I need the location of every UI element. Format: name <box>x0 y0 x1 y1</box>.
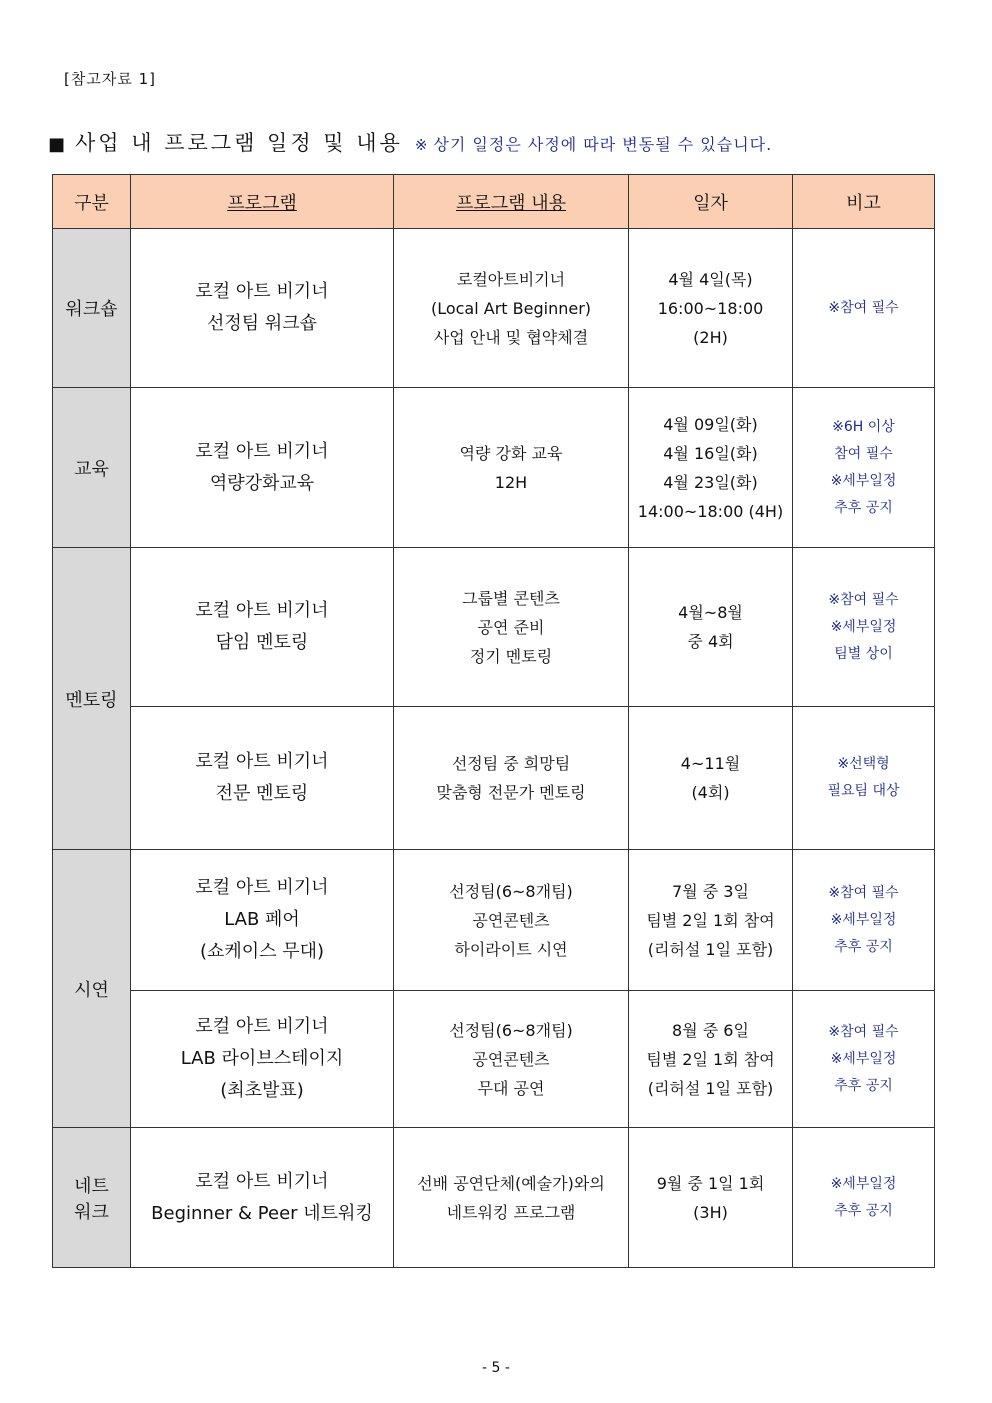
content-line: 선정팀(6~8개팀) <box>449 881 573 901</box>
date-line: 4월~8월 <box>678 603 743 622</box>
date-line: 팀별 2일 1회 참여 <box>646 1049 775 1069</box>
remarks-line: 필요팀 대상 <box>827 783 900 799</box>
remarks-line: 참여 필수 <box>834 445 893 462</box>
category-cell <box>53 1128 131 1268</box>
table-row <box>53 548 935 707</box>
program-cell <box>131 850 394 991</box>
content-line: 12H <box>494 472 528 492</box>
program-line: 전문 멘토링 <box>215 783 309 804</box>
program-cell <box>131 388 394 548</box>
page-number: - 5 - <box>482 1360 510 1376</box>
content-cell <box>394 707 629 850</box>
program-line: 로컬 아트 비기너 <box>195 440 329 462</box>
remarks-line: ※선택형 <box>837 756 890 772</box>
program-cell <box>131 229 394 388</box>
category-line: 워크 <box>74 1201 109 1223</box>
date-cell <box>629 229 793 388</box>
date-line: 8월 중 6일 <box>672 1020 749 1040</box>
header-remarks: 비고 <box>793 175 935 229</box>
section-title: 사업 내 프로그램 일정 및 내용 <box>75 131 403 155</box>
remarks-line: 추후 공지 <box>834 938 893 955</box>
remarks-cell <box>793 388 935 548</box>
date-line: (2H) <box>693 327 728 347</box>
program-line: 로컬 아트 비기너 <box>195 1016 329 1037</box>
content-line: 그룹별 콘텐츠 <box>462 588 560 608</box>
table-row <box>53 1128 935 1268</box>
category-line: 네트 <box>74 1175 109 1197</box>
remarks-line: ※세부일정 <box>830 1050 897 1067</box>
program-cell <box>131 991 394 1128</box>
header-category: 구분 <box>53 175 131 229</box>
remarks-line: ※6H 이상 <box>832 418 895 435</box>
content-line: 로컬아트비기너 <box>456 269 566 289</box>
content-line: 공연콘텐츠 <box>472 910 550 930</box>
date-line: 9월 중 1일 1회 <box>656 1173 765 1193</box>
content-cell <box>394 991 629 1128</box>
program-line: 선정팀 워크숍 <box>206 313 318 334</box>
date-line: 14:00~18:00 (4H) <box>637 501 784 521</box>
date-line: 4월 16일(화) <box>663 443 758 463</box>
remarks-line: ※참여 필수 <box>828 1023 899 1040</box>
square-bullet-icon: ■ <box>48 134 66 155</box>
reference-mark-icon: ※ <box>414 136 428 154</box>
remarks-line: 팀별 상이 <box>834 645 893 662</box>
program-line: (최초발표) <box>220 1080 304 1101</box>
date-line: (리허설 1일 포함) <box>647 939 774 959</box>
date-line: 4월 23일(화) <box>663 472 758 492</box>
program-line: 담임 멘토링 <box>215 632 309 653</box>
date-line: (리허설 1일 포함) <box>647 1078 774 1098</box>
program-schedule-table <box>52 174 935 1268</box>
table-row <box>53 707 935 850</box>
content-line: 사업 안내 및 협약체결 <box>433 327 589 347</box>
schedule-change-note: 상기 일정은 사정에 따라 변동될 수 있습니다. <box>433 135 773 154</box>
program-line: 역량강화교육 <box>209 472 315 494</box>
date-line: 7월 중 3일 <box>672 881 749 901</box>
remarks-line: ※참여 필수 <box>828 884 899 901</box>
content-line: (Local Art Beginner) <box>430 298 592 318</box>
date-line: 4월 09일(화) <box>663 414 758 434</box>
date-line: 4~11월 <box>680 754 741 773</box>
content-cell <box>394 229 629 388</box>
header-program-content: 프로그램 내용 <box>394 175 629 229</box>
content-line: 공연 준비 <box>477 617 545 637</box>
remarks-line: ※세부일정 <box>830 1175 897 1192</box>
program-cell <box>131 548 394 707</box>
remarks-line: 추후 공지 <box>834 1077 893 1094</box>
content-line: 맞춤형 전문가 멘토링 <box>436 783 586 802</box>
remarks-line: ※세부일정 <box>830 911 897 928</box>
date-line: 4월 4일(목) <box>668 269 753 289</box>
date-line: (3H) <box>693 1202 728 1222</box>
content-line: 역량 강화 교육 <box>459 443 563 463</box>
category-cell: 워크숍 <box>53 229 131 388</box>
program-cell <box>131 707 394 850</box>
category-cell: 교육 <box>53 388 131 548</box>
date-cell <box>629 850 793 991</box>
content-line: 선배 공연단체(예술가)와의 <box>417 1173 605 1193</box>
date-cell <box>629 707 793 850</box>
remarks-line: 추후 공지 <box>834 1202 893 1219</box>
header-program: 프로그램 <box>131 175 394 229</box>
remarks-line: ※세부일정 <box>830 472 897 489</box>
date-cell <box>629 388 793 548</box>
content-line: 선정팀(6~8개팀) <box>449 1020 573 1040</box>
date-line: 16:00~18:00 <box>657 298 764 318</box>
content-line: 네트워킹 프로그램 <box>446 1202 576 1222</box>
content-cell <box>394 388 629 548</box>
content-line: 정기 멘토링 <box>469 646 553 666</box>
remarks-cell <box>793 548 935 707</box>
program-line: LAB 라이브스테이지 <box>180 1048 344 1069</box>
remarks-cell <box>793 1128 935 1268</box>
remarks-cell <box>793 707 935 850</box>
reference-label: [참고자료 1] <box>64 70 156 88</box>
category-cell: 멘토링 <box>53 548 131 850</box>
content-line: 하이라이트 시연 <box>454 939 568 959</box>
remarks-line: ※참여 필수 <box>828 299 899 316</box>
date-line: 중 4회 <box>687 632 734 651</box>
program-line: Beginner & Peer 네트워킹 <box>151 1202 373 1224</box>
date-cell <box>629 548 793 707</box>
section-heading <box>48 127 772 157</box>
remarks-cell <box>793 850 935 991</box>
date-cell <box>629 991 793 1128</box>
table-header-row <box>53 175 935 229</box>
program-line: 로컬 아트 비기너 <box>195 877 329 898</box>
header-date: 일자 <box>629 175 793 229</box>
program-line: LAB 페어 <box>224 909 300 930</box>
remarks-line: ※참여 필수 <box>828 591 899 608</box>
program-line: 로컬 아트 비기너 <box>195 1170 329 1192</box>
date-cell <box>629 1128 793 1268</box>
date-line: 팀별 2일 1회 참여 <box>646 910 775 930</box>
remarks-line: ※세부일정 <box>830 618 897 635</box>
table-row <box>53 850 935 991</box>
content-line: 선정팀 중 희망팀 <box>451 754 571 773</box>
content-line: 공연콘텐츠 <box>472 1049 550 1069</box>
program-line: (쇼케이스 무대) <box>199 941 325 962</box>
remarks-cell <box>793 229 935 388</box>
table-row <box>53 388 935 548</box>
program-line: 로컬 아트 비기너 <box>195 751 329 772</box>
content-cell <box>394 850 629 991</box>
table-row <box>53 229 935 388</box>
date-line: (4회) <box>691 783 730 802</box>
program-line: 로컬 아트 비기너 <box>195 281 329 302</box>
content-cell <box>394 548 629 707</box>
remarks-cell <box>793 991 935 1128</box>
program-cell <box>131 1128 394 1268</box>
program-line: 로컬 아트 비기너 <box>195 600 329 621</box>
content-cell <box>394 1128 629 1268</box>
content-line: 무대 공연 <box>477 1078 545 1098</box>
category-cell: 시연 <box>53 850 131 1128</box>
table-row <box>53 991 935 1128</box>
remarks-line: 추후 공지 <box>834 499 893 516</box>
